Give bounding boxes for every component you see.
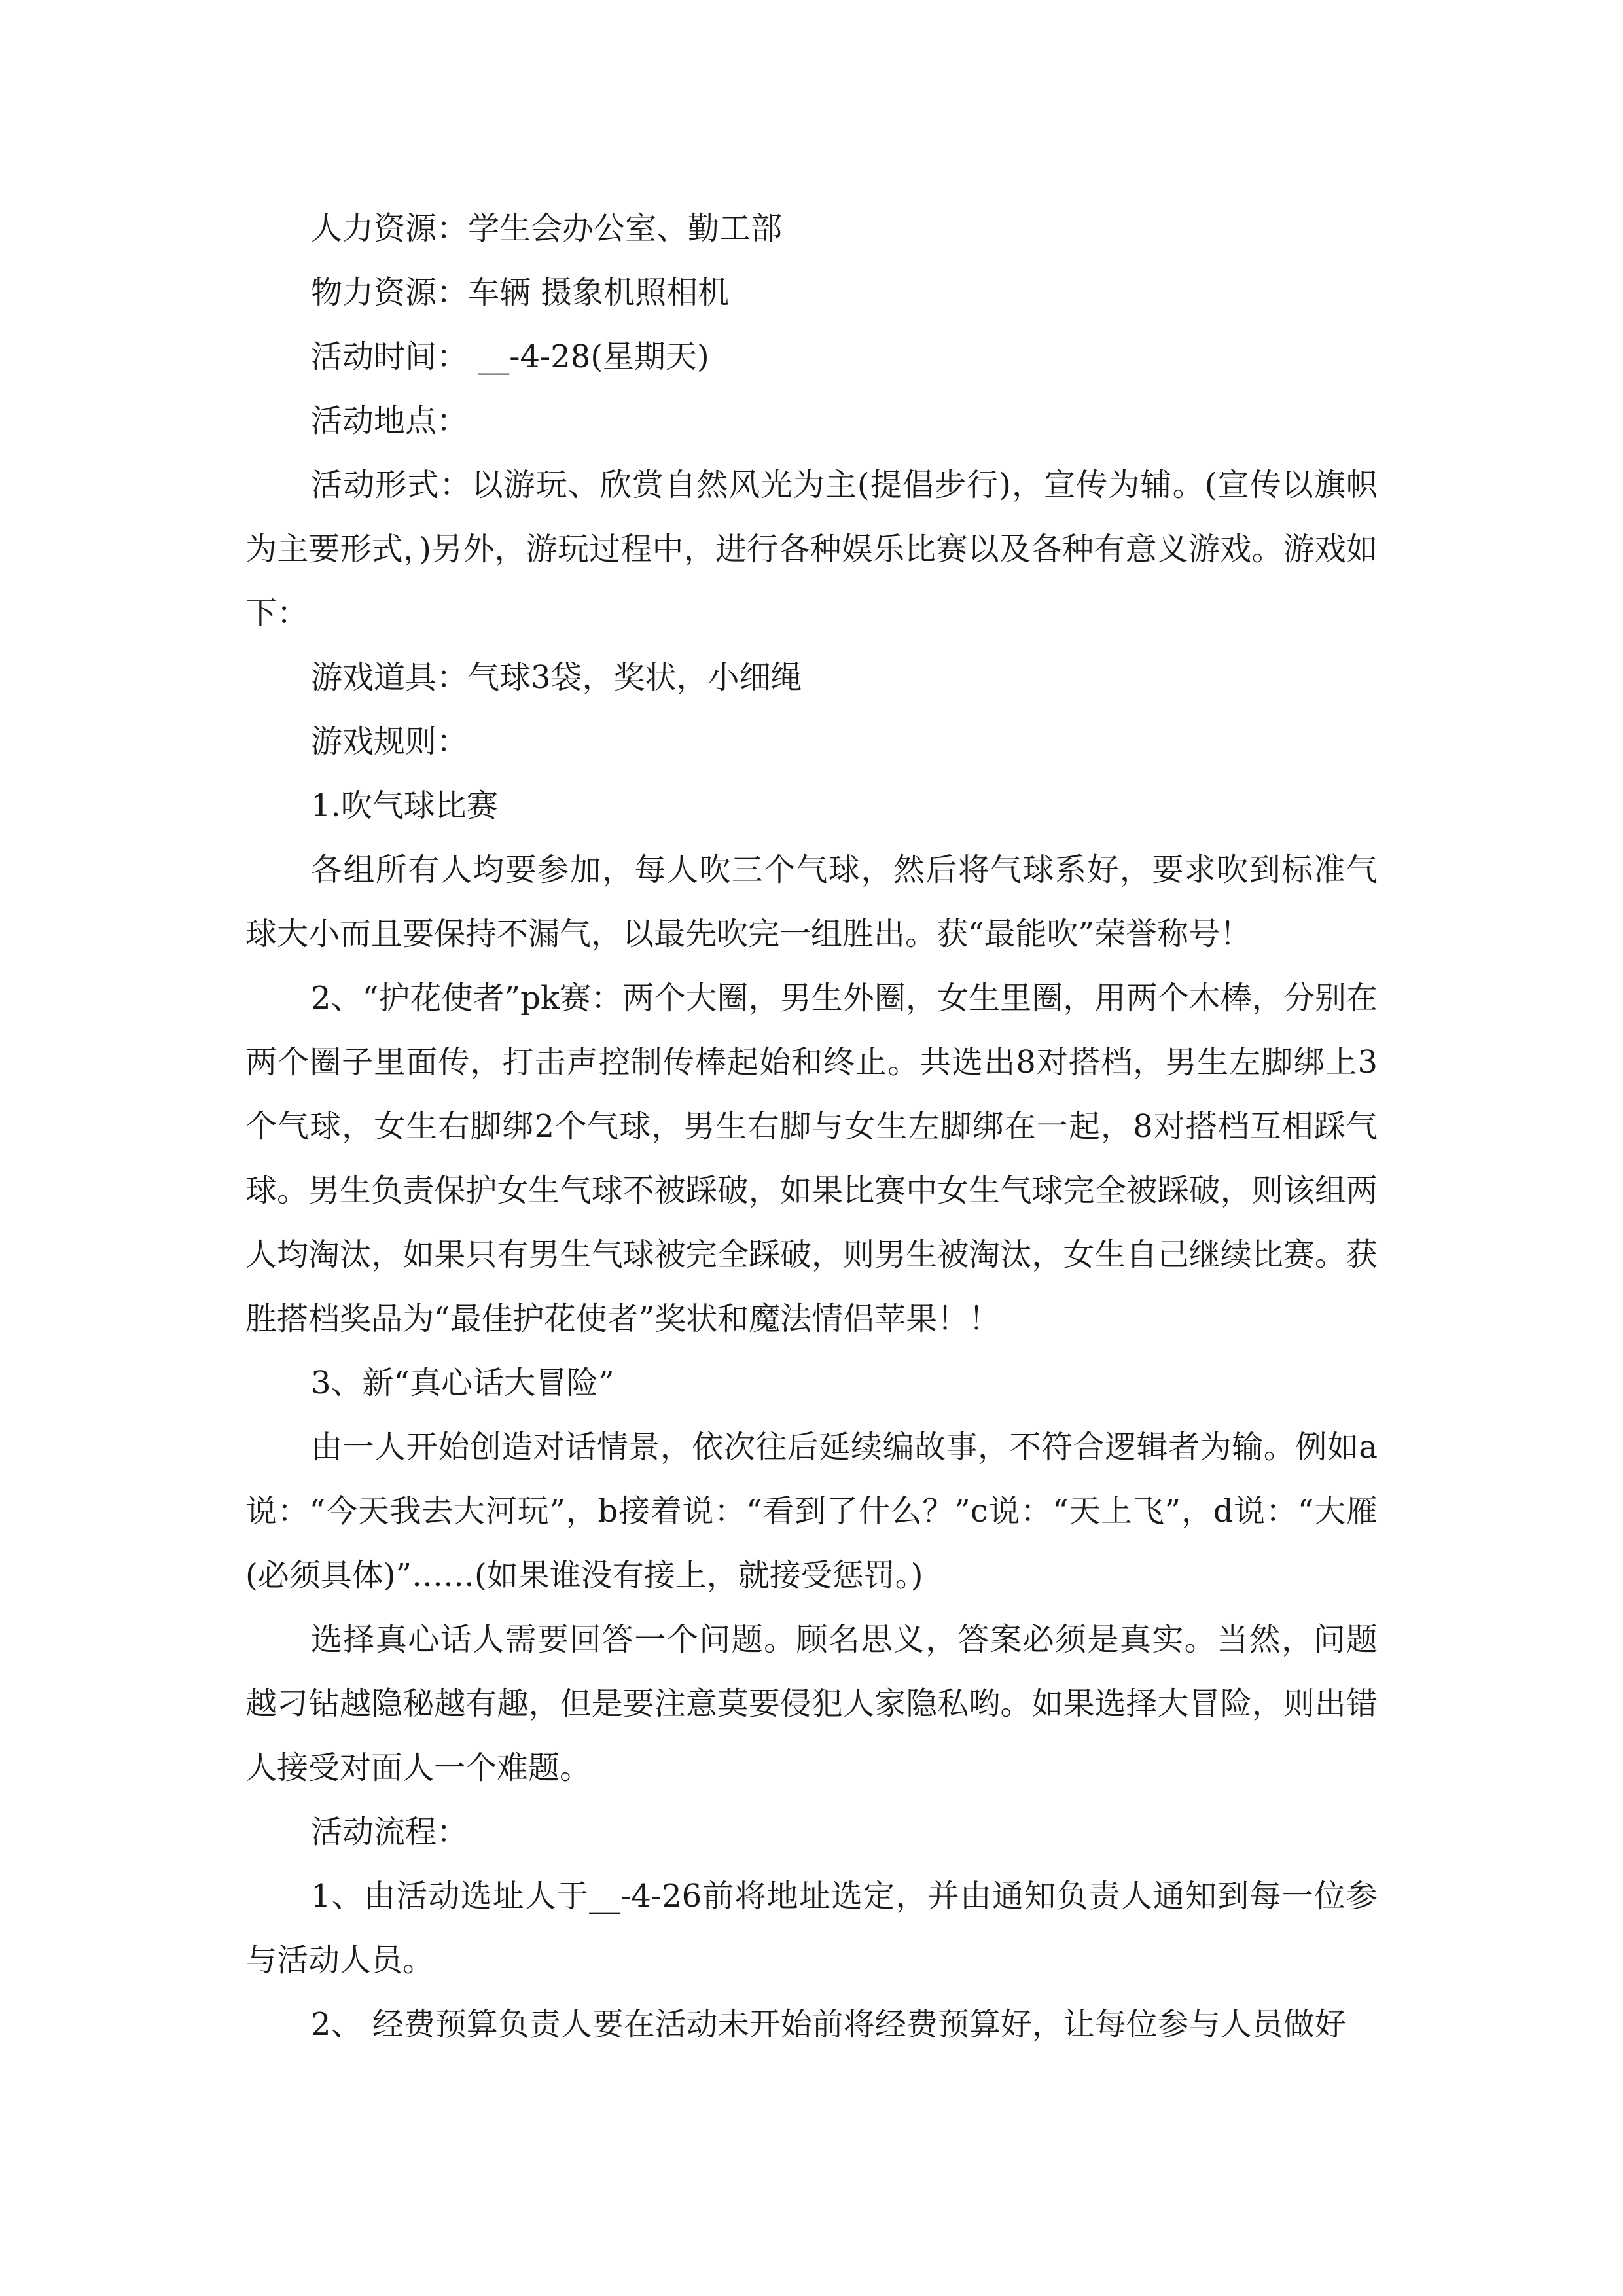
paragraph-truth-or-dare-rules: 选择真心话人需要回答一个问题。顾名思义，答案必须是真实。当然，问题越刁钻越隐秘越有趣，但是要注意莫要侵犯人家隐私哟。如果选择大冒险，则出错人接受对面人一个难题。 bbox=[245, 1621, 1378, 1786]
paragraph-balloon-contest-rules: 各组所有人均要参加，每人吹三个气球，然后将气球系好，要求吹到标准气球大小而且要保持不漏气，以最先吹完一组胜出。获“最能吹”荣誉称号！ bbox=[245, 852, 1378, 952]
paragraph-game-props: 游戏道具：气球3袋，奖状，小细绳 bbox=[311, 659, 802, 696]
paragraph-flower-guardian-contest: 2、“护花使者”pk赛：两个大圈，男生外圈，女生里圈，用两个木棒，分别在两个圈子里面传，打击声控制传棒起始和终止。共选出8对搭档，男生左脚绑上3个气球，女生右脚绑2个气球，男生右脚与女生左脚绑在一起，8对搭档互相踩气球。男生负责保护女生气球不被踩破，如果比赛中女生气球完全被踩破，则该组两人均淘汰，如果只有男生气球被完全踩破，则男生被淘汰，女生自己继续比赛。获胜搭档奖品为“最佳护花使者”奖状和魔法情侣苹果！！ bbox=[245, 980, 1378, 1337]
paragraph-material-resources: 物力资源：车辆 摄象机照相机 bbox=[311, 274, 730, 311]
paragraph-truth-or-dare-heading: 3、新“真心话大冒险” bbox=[311, 1365, 615, 1401]
paragraph-game-rules-heading: 游戏规则： bbox=[311, 723, 469, 760]
paragraph-process-step-1: 1、由活动选址人于__-4-26前将地址选定，并由通知负责人通知到每一位参与活动人员。 bbox=[245, 1878, 1378, 1979]
document-body bbox=[245, 196, 1378, 2056]
paragraph-activity-time: 活动时间： __-4-28(星期天) bbox=[311, 338, 709, 375]
paragraph-activity-location: 活动地点： bbox=[311, 403, 469, 439]
paragraph-story-game-rules: 由一人开始创造对话情景，依次往后延续编故事，不符合逻辑者为输。例如a说：“今天我去大河玩”，b接着说：“看到了什么？”c说：“天上飞”，d说：“大雁(必须具体)”……(如果谁没有接上，就接受惩罚。) bbox=[245, 1429, 1378, 1594]
paragraph-activity-format: 活动形式：以游玩、欣赏自然风光为主(提倡步行)，宣传为辅。(宣传以旗帜为主要形式，)另外，游玩过程中，进行各种娱乐比赛以及各种有意义游戏。游戏如下： bbox=[245, 467, 1378, 632]
paragraph-human-resources: 人力资源：学生会办公室、勤工部 bbox=[311, 210, 783, 247]
paragraph-balloon-contest-heading: 1.吹气球比赛 bbox=[311, 787, 498, 824]
paragraph-activity-process-heading: 活动流程： bbox=[311, 1814, 469, 1850]
paragraph-process-step-2: 2、 经费预算负责人要在活动未开始前将经费预算好，让每位参与人员做好 bbox=[311, 2006, 1346, 2043]
